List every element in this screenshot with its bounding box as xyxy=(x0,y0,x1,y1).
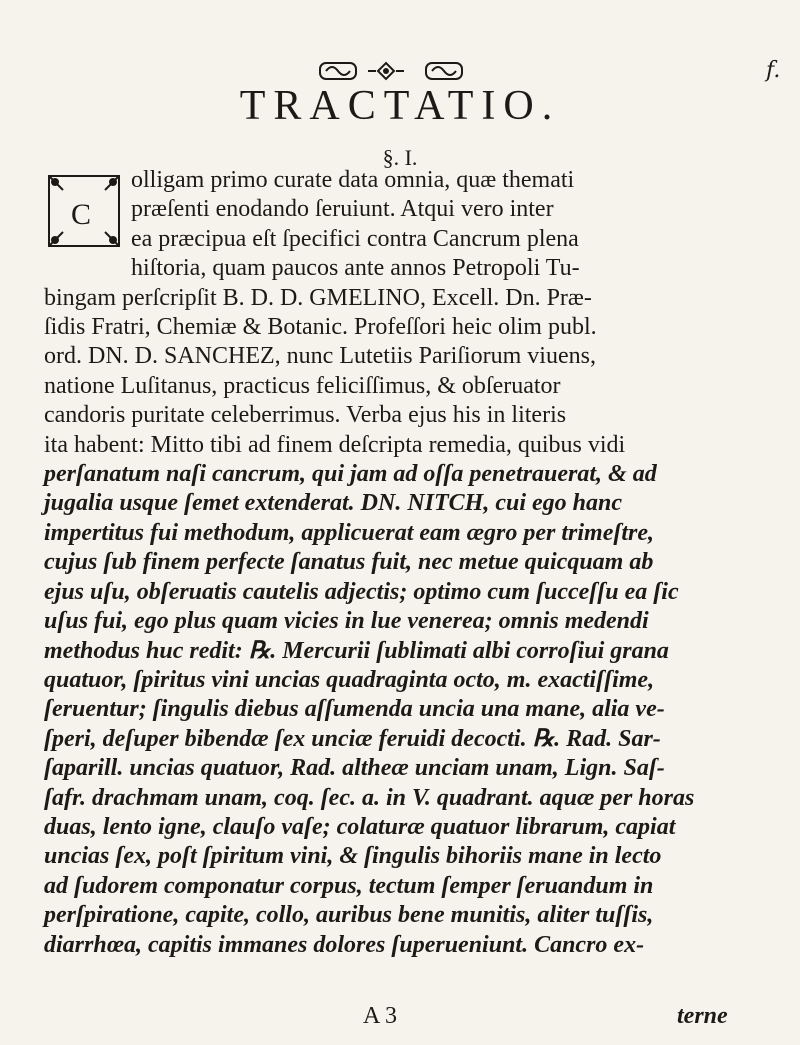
text-line: ſperi, deſuper bibendæ ſex unciæ feruidi decocti. ℞. Rad. Sar- xyxy=(44,725,661,752)
text-line: præſenti enodando ſeruiunt. Atqui vero inter xyxy=(131,196,554,223)
text-line: ſidis Fratri, Chemiæ & Botanic. Profeſſori heic olim publ. xyxy=(44,314,597,341)
page-title: TRACTATIO. xyxy=(239,83,561,129)
fleuron-ornament-icon xyxy=(318,58,468,84)
folio-mark: f. xyxy=(766,58,781,83)
catchword: terne xyxy=(677,1003,728,1029)
text-line: cujus ſub finem perfecte ſanatus fuit, nec metue quicquam ab xyxy=(44,549,654,576)
text-line: quatuor, ſpiritus vini uncias quadraginta octo, m. exactiſſime, xyxy=(44,666,655,693)
text-line: impertitus fui methodum, applicuerat eam ægro per trimeſtre, xyxy=(44,519,655,546)
signature-mark: A 3 xyxy=(363,1003,398,1029)
text-line: olligam primo curate data omnia, quæ themati xyxy=(131,167,575,193)
text-line: bingam perſcripſit B. D. D. GMELINO, Excell. Dn. Præ- xyxy=(44,284,592,311)
text-line: hiſtoria, quam paucos ante annos Petropoli Tu- xyxy=(131,255,580,282)
text-line: ſaparill. uncias quatuor, Rad. altheæ unciam unam, Lign. Saſ- xyxy=(44,755,665,782)
text-line: perſpiratione, capite, collo, auribus bene munitis, aliter tuſſis, xyxy=(44,902,654,929)
text-line: ejus uſu, obſeruatis cautelis adjectis; optimo cum ſucceſſu ea ſic xyxy=(44,578,679,605)
text-line: ſeruentur; ſingulis diebus aſſumenda uncia una mane, alia ve- xyxy=(44,696,665,723)
text-line: ad ſudorem componatur corpus, tectum ſemper ſeruandum in xyxy=(44,872,654,899)
text-line: jugalia usque ſemet extenderat. DN. NITCH, cui ego hanc xyxy=(44,490,622,517)
text-line: ita habent: Mitto tibi ad finem deſcripta remedia, quibus vidi xyxy=(44,431,626,458)
initial-letter: C xyxy=(71,198,92,231)
text-line: duas, lento igne, clauſo vaſe; colaturæ quatuor librarum, capiat xyxy=(44,813,676,840)
text-line: uſus fui, ego plus quam vicies in lue venerea; omnis medendi xyxy=(44,608,649,635)
text-line: candoris puritate celeberrimus. Verba ejus his in literis xyxy=(44,402,567,429)
text-line: perſanatum naſi cancrum, qui jam ad oſſa penetrauerat, & ad xyxy=(44,461,657,488)
text-line: ord. DN. D. SANCHEZ, nunc Lutetiis Pariſiorum viuens, xyxy=(44,343,596,370)
text-line: diarrhœa, capitis immanes dolores ſuperueniunt. Cancro ex- xyxy=(44,931,645,958)
body-text xyxy=(44,166,760,960)
section-heading: §. I. xyxy=(382,145,418,170)
text-line: methodus huc redit: ℞. Mercurii ſublimati albi corroſiui grana xyxy=(44,637,669,664)
text-line: ea præcipua eſt ſpecifici contra Cancrum plena xyxy=(131,225,579,252)
text-line: uncias ſex, poſt ſpiritum vini, & ſingulis bihoriis mane in lecto xyxy=(44,843,662,870)
text-line: ſafr. drachmam unam, coq. ſec. a. in V. quadrant. aquæ per horas xyxy=(44,784,695,811)
header-ornament xyxy=(318,58,468,84)
text-line: natione Luſitanus, practicus feliciſſimus, & obſeruator xyxy=(44,372,561,399)
